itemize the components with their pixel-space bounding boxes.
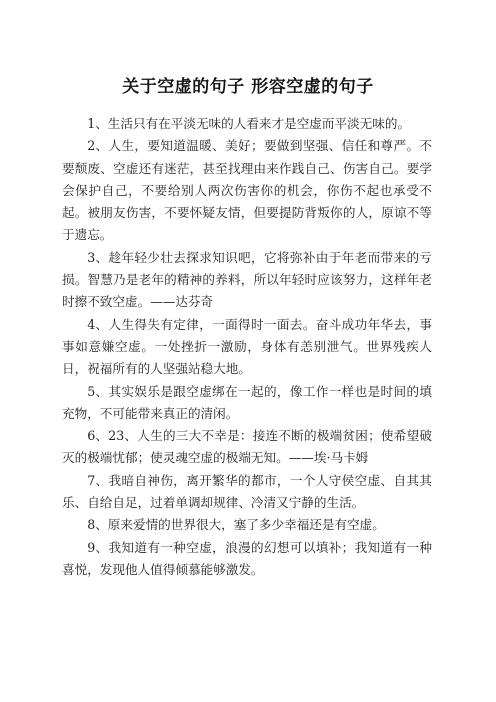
paragraph-2: 2、人生，要知道温暖、美好；要做到坚强、信任和尊严。不要颓废、空虚还有迷茫，甚至找理由来作践自己、伤害自己。要学会保护自己，不要给别人两次伤害你的机会，你伤不起也承受不起。被朋友伤害，不要怀疑友情，但要提防背叛你的人，原谅不等于遗忘。: [62, 138, 432, 243]
paragraph-9: 9、我知道有一种空虚，浪漫的幻想可以填补；我知道有一种喜悦，发现他人值得倾慕能够激发。: [62, 539, 432, 577]
paragraph-6: 6、23、人生的三大不幸是：接连不断的极端贫困；使希望破灭的极端忧郁；使灵魂空虚的极端无知。——埃·马卡姆: [62, 428, 432, 466]
document-body: [62, 113, 432, 581]
paragraph-5: 5、其实娱乐是跟空虚绑在一起的，像工作一样也是时间的填充物，不可能带来真正的清闲。: [62, 383, 432, 421]
paragraph-3: 3、趁年轻少壮去探求知识吧，它将弥补由于年老而带来的亏损。智慧乃是老年的精神的养料，所以年轻时应该努力，这样年老时擦不致空虚。——达芬奇: [62, 249, 432, 310]
paragraph-1: 1、生活只有在平淡无味的人看来才是空虚而平淡无味的。: [87, 116, 411, 131]
paragraph-8: 8、原来爱情的世界很大，塞了多少幸福还是有空虚。: [87, 517, 385, 533]
paragraph-7: 7、我暗自神伤，离开繁华的都市，一个人守侯空虚、自其其乐、自给自足，过着单调却规律、冷清又宁静的生活。: [62, 472, 432, 511]
paragraph-4: 4、人生得失有定律，一面得时一面去。奋斗成功年华去，事事如意嫌空虚。一处挫折一激励，身体有恙别泄气。世界残疾人日，祝福所有的人坚强站稳大地。: [62, 316, 432, 377]
document-title: 关于空虚的句子 形容空虚的句子: [122, 77, 374, 97]
